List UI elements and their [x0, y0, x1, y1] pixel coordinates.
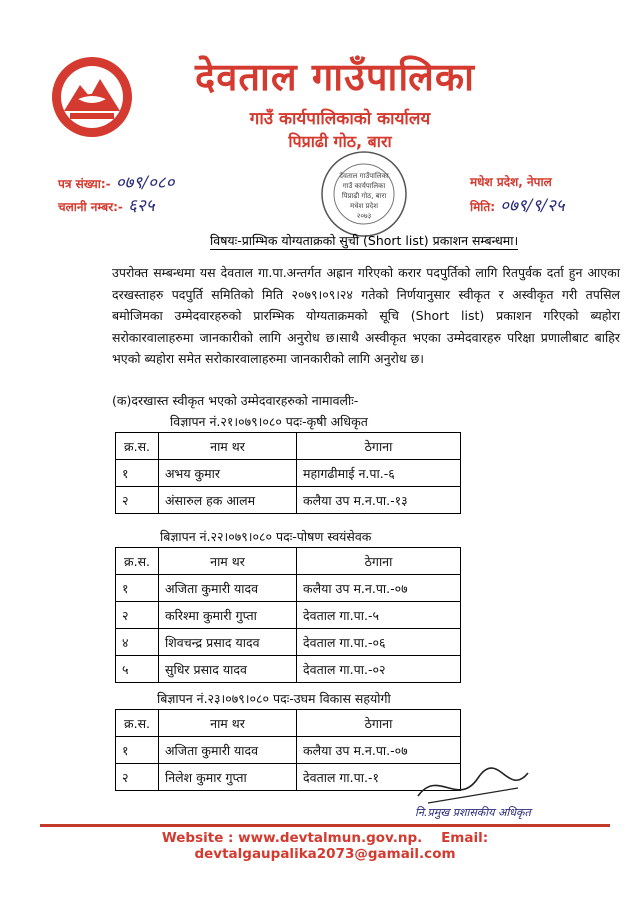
table-cell: ४	[116, 629, 159, 656]
table-cell: देवताल गा.पा.-०२	[297, 656, 461, 683]
table-header-row	[116, 710, 461, 737]
table-cell: सुधिर प्रसाद यादव	[159, 656, 297, 683]
svg-text:पिप्राढी गोठ, बारा: पिप्राढी गोठ, बारा	[341, 192, 387, 200]
table-row	[116, 656, 461, 683]
table-cell: कलैया उप म.न.पा.-१३	[297, 487, 461, 514]
table-cell: २	[116, 764, 159, 791]
table-cell: कलैया उप म.न.पा.-०७	[297, 575, 461, 602]
province-label: मधेश प्रदेश, नेपाल	[470, 175, 552, 189]
column-header: क्र.स.	[116, 710, 159, 737]
table-header-row	[116, 548, 461, 575]
signatory-title: नि.प्रमुख प्रशासकीय अधिकृत	[415, 806, 531, 819]
table-row	[116, 629, 461, 656]
letter-subject: विषयः-प्राम्भिक योग्यताक्रको सुची (Short list) प्रकाशन सम्बन्धमा।	[210, 233, 519, 248]
table-cell: महागढीमाई न.पा.-६	[297, 460, 461, 487]
table-cell: अंसारुल हक आलम	[159, 487, 297, 514]
table-caption: विज्ञापन नं.२१।०७९।०८० पदः-कृषी अधिकृत	[170, 414, 368, 429]
table-cell: देवताल गा.पा.-१	[297, 764, 461, 791]
table-cell: ५	[116, 656, 159, 683]
table-row	[116, 575, 461, 602]
column-header: ठेगाना	[297, 548, 461, 575]
shortlist-table	[115, 547, 461, 683]
website-link[interactable]: Website : www.devtalmun.gov.np.	[161, 830, 423, 846]
column-header: क्र.स.	[116, 433, 159, 460]
office-stamp	[318, 148, 410, 240]
table-cell: कलैया उप म.न.पा.-०७	[297, 737, 461, 764]
svg-text:मधेश प्रदेश: मधेश प्रदेश	[350, 202, 378, 210]
column-header: नाम थर	[159, 710, 297, 737]
nepal-emblem-logo	[50, 55, 134, 139]
column-header: क्र.स.	[116, 548, 159, 575]
dispatch-number: चलानी नम्बर:- ६२५	[58, 196, 155, 216]
table-cell: अजिता कुमारी यादव	[159, 737, 297, 764]
table-row	[116, 602, 461, 629]
table-cell: २	[116, 602, 159, 629]
column-header: नाम थर	[159, 548, 297, 575]
svg-text:देवताल गाउँपालिका: देवताल गाउँपालिका	[339, 172, 389, 180]
table-cell: २	[116, 487, 159, 514]
table-caption: बिज्ञापन नं.२२।०७९।०८० पदः-पोषण स्वयंसेवक	[160, 529, 372, 544]
table-row	[116, 487, 461, 514]
office-name: गाउँ कार्यपालिकाको कार्यालय	[249, 109, 431, 129]
column-header: ठेगाना	[297, 710, 461, 737]
footer-divider	[40, 824, 610, 827]
table-cell: १	[116, 737, 159, 764]
email-link[interactable]: Email: devtalgaupalika2073@gamail.com	[194, 830, 489, 862]
table-caption: बिज्ञापन नं.२३।०७९।०८० पदः-उघम विकास सहयोगी	[157, 691, 391, 706]
table-header-row	[116, 433, 461, 460]
table-cell: १	[116, 575, 159, 602]
table-cell: शिवचन्द्र प्रसाद यादव	[159, 629, 297, 656]
footer-contact	[40, 830, 610, 862]
letter-body: उपरोक्त सम्बन्धमा यस देवताल गा.पा.अन्तर्गत अह्रान गरिएको करार पदपुर्तिको लागि रितपुर्वक दर्ता हुन आएका दरखस्ताहरु पदपुर्ति समितिको मिति २०७९।०९।२४ गतेको निर्णयानुसार स्वीकृत र अस्वीकृत गरी तपसिल बमोजिमका उम्मेदवारहरुको प्रारम्भिक योग्यताक्रमको सूचि (Short list) प्रकाशन गरिएको ब्यहोरा सरोकारवालाहरुमा जानकारीको लागि अनुरोध छ।साथै अस्वीकृत भएका उम्मेदवारहरु परिक्षा प्रणालीबाट बाहिर भएको ब्यहोरा समेत सरोकारवालाहरुमा जानकारीको लागि अनुरोध छ।	[112, 265, 620, 366]
table-cell: अजिता कुमारी यादव	[159, 575, 297, 602]
column-header: ठेगाना	[297, 433, 461, 460]
table-row	[116, 460, 461, 487]
office-address: पिप्राढी गोठ, बारा	[288, 132, 392, 151]
table-cell: देवताल गा.पा.-०६	[297, 629, 461, 656]
reference-number: पत्र संख्या:- ०७९/०८०	[58, 173, 175, 193]
list-title: (क)दरखास्त स्वीकृत भएको उम्मेदवारहरुको नामावलीः-	[112, 393, 359, 408]
letter-date: मिति: ०७९/९/२५	[470, 196, 565, 216]
municipality-title: देवताल गाउँपालिका	[195, 55, 475, 99]
shortlist-table	[115, 432, 461, 514]
table-cell: १	[116, 460, 159, 487]
table-cell: देवताल गा.पा.-५	[297, 602, 461, 629]
column-header: नाम थर	[159, 433, 297, 460]
table-cell: अभय कुमार	[159, 460, 297, 487]
table-cell: निलेश कुमार गुप्ता	[159, 764, 297, 791]
svg-text:गाउँ कार्यपालिका: गाउँ कार्यपालिका	[342, 182, 386, 190]
table-cell: करिश्मा कुमारी गुप्ता	[159, 602, 297, 629]
svg-text:२०७३: २०७३	[356, 212, 372, 220]
